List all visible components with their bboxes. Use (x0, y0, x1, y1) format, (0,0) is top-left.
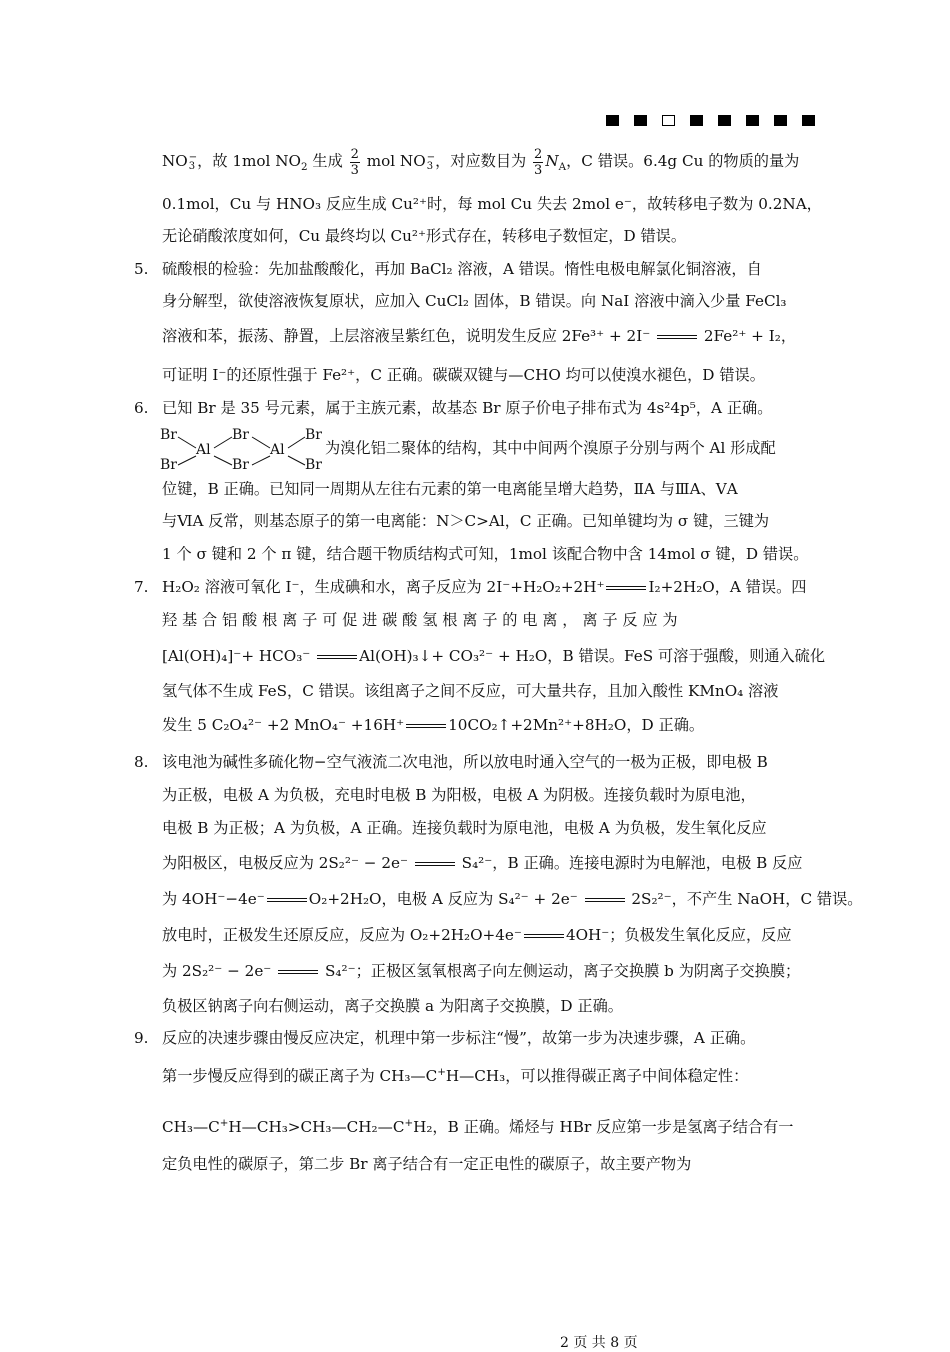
text-line (162, 852, 817, 874)
item-number: 5. (134, 260, 149, 278)
fraction: $\frac{2}{3}$ (350, 146, 359, 178)
text-run: ，故 1mol NO (197, 152, 301, 170)
charge-mark: + (404, 1116, 414, 1129)
text-line (162, 645, 826, 667)
text-line: 硫酸根的检验：先加盐酸酸化，再加 BaCl₂ 溶液，A 错误。惰性电极电解氯化铜溶液，自 (162, 260, 762, 278)
header-square (718, 115, 731, 126)
bond-lines (160, 428, 330, 476)
text-line: 身分解型，欲使溶液恢复原状，应加入 CuCl₂ 固体，B 错误。向 NaI 溶液中滴入少量 FeCl₃ (162, 292, 787, 310)
text-line: 定负电性的碳原子，第二步 Br 离子结合有一定正电性的碳原子，故主要产物为 (162, 1155, 692, 1173)
text-line (162, 325, 817, 347)
atom-label: Br (160, 427, 177, 443)
item-number: 6. (134, 399, 149, 417)
text-line: 羟 基 合 铝 酸 根 离 子 可 促 进 碳 酸 氢 根 离 子 的 电 离 ， 离 子 反 应 为 (162, 611, 678, 629)
text-run: mol NO (361, 152, 426, 170)
text-line: 反应的决速步骤由慢反应决定，机理中第一步标注“慢”，故第一步为决速步骤，A 正确。 (162, 1029, 756, 1047)
text-line (162, 1065, 817, 1087)
text-run: N (545, 152, 559, 170)
equals-arrow (406, 724, 446, 728)
text-run: NO (162, 152, 188, 170)
text-run: H—CH₃，可以推得碳正离子中间体稳定性： (445, 1067, 749, 1085)
text-run: [Al(OH)₄]⁻+ HCO₃⁻ (162, 647, 316, 665)
header-square (606, 115, 619, 126)
text-run: 2Fe²⁺ + I₂， (699, 327, 797, 345)
text-line: 1 个 σ 键和 2 个 π 键，结合题干物质结构式可知，1mol 该配合物中含 14mol σ 键，D 错误。 (162, 545, 809, 563)
item-number: 7. (134, 578, 149, 596)
text-run: H—CH₃>CH₃—CH₂—C (228, 1118, 405, 1136)
text-run: 10CO₂↑+2Mn²⁺+8H₂O，D 正确。 (448, 716, 705, 734)
text-run: 溶液和苯，振荡、静置，上层溶液呈紫红色，说明发生反应 2Fe³⁺ + 2I⁻ (162, 327, 656, 345)
ion-charge: − 3 (188, 152, 198, 172)
equals-arrow (317, 655, 357, 659)
text-run: ，C 错误。6.4g Cu 的物质的量为 (566, 152, 800, 170)
text-line (162, 960, 817, 982)
text-line (162, 1116, 817, 1138)
fraction: $\frac{2}{3}$ (534, 146, 543, 178)
text-line (162, 714, 817, 736)
header-square-hollow (662, 115, 675, 126)
subscript: 2 (300, 161, 308, 174)
atom-label: Br (232, 457, 249, 473)
text-run: 第一步慢反应得到的碳正离子为 CH₃—C (162, 1067, 438, 1085)
equals-arrow (415, 862, 455, 866)
header-square (802, 115, 815, 126)
text-run: 生成 (307, 152, 348, 170)
equals-arrow (278, 970, 318, 974)
text-run: H₂，B 正确。烯烃与 HBr 反应第一步是氢离子结合有一 (413, 1118, 794, 1136)
text-run: 放电时，正极发生还原反应，反应为 O₂+2H₂O+4e⁻ (162, 926, 522, 944)
text-run: I₂+2H₂O，A 错误。四 (648, 578, 807, 596)
atom-label: Al (270, 442, 285, 458)
text-line: 电极 B 为正极；A 为负极，A 正确。连接负载时为原电池，电极 A 为负极，发生氧化反应 (162, 819, 767, 837)
page-footer: 2 页 共 8 页 (560, 1335, 638, 1351)
text-line: 0.1mol，Cu 与 HNO₃ 反应生成 Cu²⁺时，每 mol Cu 失去 2mol e⁻，故转移电子数为 0.2NA， (162, 195, 822, 213)
atom-label: Br (160, 457, 177, 473)
text-run: H₂O₂ 溶液可氧化 I⁻，生成碘和水，离子反应为 2I⁻+H₂O₂+2H⁺ (162, 578, 605, 596)
text-run: S₄²⁻；正极区氢氧根离子向左侧运动，离子交换膜 b 为阴离子交换膜； (320, 962, 801, 980)
header-square (690, 115, 703, 126)
header-square (746, 115, 759, 126)
text-run: Al(OH)₃↓+ CO₃²⁻ + H₂O，B 错误。FeS 可溶于强酸，则通入硫化 (359, 647, 826, 665)
equals-arrow (606, 586, 646, 590)
item-number: 8. (134, 753, 149, 771)
atom-label: Br (232, 427, 249, 443)
text-line: 已知 Br 是 35 号元素，属于主族元素，故基态 Br 原子价电子排布式为 4s²4p⁵，A 正确。 (162, 399, 773, 417)
text-line: 该电池为碱性多硫化物−空气液流二次电池，所以放电时通入空气的一极为正极，即电极 B (162, 753, 768, 771)
text-line: 与ⅥA 反常，则基态原子的第一电离能：N＞C>Al，C 正确。已知单键均为 σ 键，三键为 (162, 512, 770, 530)
header-square (634, 115, 647, 126)
ion-charge: − 3 (426, 152, 436, 172)
text-run: 4OH⁻；负极发生氧化反应，反应 (565, 926, 792, 944)
charge-mark: + (219, 1116, 229, 1129)
atom-label: Br (305, 427, 322, 443)
charge-mark: + (437, 1065, 446, 1078)
atom-label: Al (196, 442, 211, 458)
equals-arrow (657, 335, 697, 339)
text-run: ，对应数目为 (435, 152, 532, 170)
text-run: O₂+2H₂O，电极 A 反应为 S₄²⁻ + 2e⁻ (308, 890, 583, 908)
text-line (162, 888, 863, 910)
text-run: CH₃—C (162, 1118, 220, 1136)
text-run: 2S₂²⁻，不产生 NaOH，C 错误。 (626, 890, 863, 908)
header-square (774, 115, 787, 126)
text-line: 位键，B 正确。已知同一周期从左往右元素的第一电离能呈增大趋势，ⅡA 与ⅢA、ⅤA (162, 480, 738, 498)
equals-arrow (585, 898, 625, 902)
text-run: 为 2S₂²⁻ − 2e⁻ (162, 962, 277, 980)
al2br6-structure (160, 428, 330, 476)
text-run: S₄²⁻，B 正确。连接电源时为电解池，电极 B 反应 (456, 854, 803, 872)
equals-arrow (267, 898, 307, 902)
text-line: 氢气体不生成 FeS，C 错误。该组离子之间不反应，可大量共存，且加入酸性 KMnO₄ 溶液 (162, 682, 779, 700)
text-line: 为溴化铝二聚体的结构，其中中间两个溴原子分别与两个 Al 形成配 (325, 439, 776, 457)
text-line: 负极区钠离子向右侧运动，离子交换膜 a 为阳离子交换膜，D 正确。 (162, 997, 623, 1015)
text-run: 为 4OH⁻−4e⁻ (162, 890, 265, 908)
text-line (162, 576, 817, 598)
text-line (162, 924, 817, 946)
atom-label: Br (305, 457, 322, 473)
text-line: 可证明 I⁻的还原性强于 Fe²⁺，C 正确。碳碳双键与—CHO 均可以使溴水褪色，D 错误。 (162, 366, 765, 384)
text-line: 无论硝酸浓度如何，Cu 最终均以 Cu²⁺形式存在，转移电子数恒定，D 错误。 (162, 227, 687, 245)
text-run: 发生 5 C₂O₄²⁻ +2 MnO₄⁻ +16H⁺ (162, 716, 405, 734)
equals-arrow (524, 934, 564, 938)
text-line (162, 146, 817, 178)
subscript: A (558, 161, 567, 174)
text-line: 为正极，电极 A 为负极，充电时电极 B 为阳极，电极 A 为阴极。连接负载时为原电池， (162, 786, 756, 804)
text-run: 为阳极区，电极反应为 2S₂²⁻ − 2e⁻ (162, 854, 413, 872)
item-number: 9. (134, 1029, 149, 1047)
